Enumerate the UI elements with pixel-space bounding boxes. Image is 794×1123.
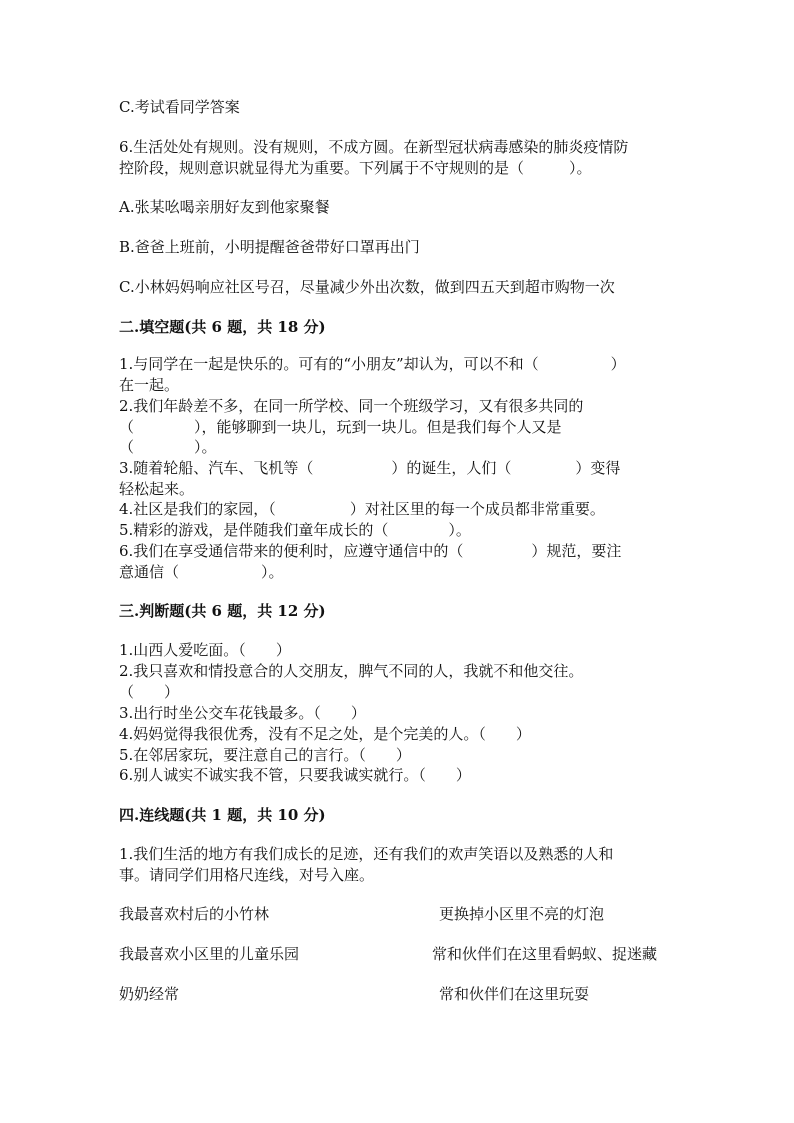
fill-q4-line (119, 499, 605, 519)
fill-q5-text-2: ）。 (448, 521, 471, 539)
judge-q1: 1.山西人爱吃面。（ ） (119, 641, 291, 659)
match-left-item: 我最喜欢村后的小竹林 (119, 905, 270, 923)
q5-option-c: C.考试看同学答案 (119, 98, 240, 116)
fill-q3-text-3: ）变得 (575, 459, 621, 477)
fill-q3-text-1: 3.随着轮船、汽车、飞机等（ (119, 459, 314, 477)
q6-option-c: C.小林妈妈响应社区号召，尽量减少外出次数，做到四五天到超市购物一次 (119, 278, 615, 296)
match-q1-line2: 事。请同学们用格尺连线，对号入座。 (119, 866, 375, 884)
fill-q5-text-1: 5.精彩的游戏，是伴随我们童年成长的（ (119, 521, 389, 539)
fill-q6-text-2: ）规范，要注 (531, 542, 622, 560)
fill-q6-line1 (119, 541, 621, 561)
judge-q3: 3.出行时坐公交车花钱最多。（ ） (119, 704, 366, 722)
q6-option-b: B.爸爸上班前，小明提醒爸爸带好口罩再出门 (119, 238, 420, 256)
fill-q6-text-3: 意通信（ (119, 563, 180, 581)
judge-q2-line2: （ ） (119, 683, 180, 701)
match-left-item: 奶奶经常 (119, 985, 180, 1003)
section3-title: 三.判断题(共 6 题，共 12 分) (119, 602, 326, 620)
match-right-item: 常和伙伴们在这里看蚂蚁、捉迷藏 (432, 945, 658, 963)
q6-option-a: A.张某吆喝亲朋好友到他家聚餐 (119, 198, 330, 216)
fill-q2-open-2: （ (119, 438, 135, 456)
fill-q3-line2: 轻松起来。 (119, 480, 195, 498)
section4-title: 四.连线题(共 1 题，共 10 分) (119, 806, 326, 824)
q6-stem-line2: 控阶段，规则意识就显得尤为重要。下列属于不守规则的是（ ）。 (119, 159, 592, 177)
q6-stem-line1: 6.生活处处有规则。没有规则，不成方圆。在新型冠状病毒感染的肺炎疫情防 (119, 138, 629, 156)
fill-q6-text-1: 6.我们在享受通信带来的便利时，应遵守通信中的（ (119, 542, 464, 560)
match-left-item: 我最喜欢小区里的儿童乐园 (119, 945, 300, 963)
fill-q2-line1: 2.我们年龄差不多，在同一所学校、同一个班级学习，又有很多共同的 (119, 397, 584, 415)
judge-q6: 6.别人诚实不诚实我不管，只要我诚实就行。（ ） (119, 766, 471, 784)
match-q1-line1: 1.我们生活的地方有我们成长的足迹，还有我们的欢声笑语以及熟悉的人和 (119, 845, 614, 863)
fill-q1-close: ） (610, 355, 626, 373)
fill-q6-line2 (119, 562, 284, 582)
fill-q6-text-4: ）。 (261, 563, 284, 581)
judge-q5: 5.在邻居家玩，要注意自己的言行。（ ） (119, 746, 411, 764)
fill-q2-close-2: ）。 (194, 438, 217, 456)
fill-q2-text-2: ），能够聊到一块儿，玩到一块儿。但是我们每个人又是 (194, 418, 562, 436)
fill-q3-line1 (119, 458, 620, 478)
judge-q4: 4.妈妈觉得我很优秀，没有不足之处，是个完美的人。（ ） (119, 725, 531, 743)
match-right-item: 常和伙伴们在这里玩耍 (439, 985, 590, 1003)
fill-q2-open-1: （ (119, 418, 135, 436)
fill-q4-text-2: ）对社区里的每一个成员都非常重要。 (349, 500, 605, 518)
judge-q2-line1: 2.我只喜欢和情投意合的人交朋友，脾气不同的人，我就不和他交往。 (119, 662, 584, 680)
fill-q2-line2 (119, 417, 562, 437)
fill-q3-text-2: ）的诞生，人们（ (391, 459, 512, 477)
fill-q1-text: 1.与同学在一起是快乐的。可有的“小朋友”却认为，可以不和（ (119, 355, 539, 373)
fill-q1-line1 (119, 354, 626, 374)
fill-q2-line3 (119, 437, 217, 457)
section2-title: 二.填空题(共 6 题，共 18 分) (119, 318, 326, 336)
match-right-item: 更换掉小区里不亮的灯泡 (439, 905, 605, 923)
fill-q1-line2: 在一起。 (119, 376, 180, 394)
fill-q5-line (119, 520, 471, 540)
fill-q4-text-1: 4.社区是我们的家园，（ (119, 500, 276, 518)
